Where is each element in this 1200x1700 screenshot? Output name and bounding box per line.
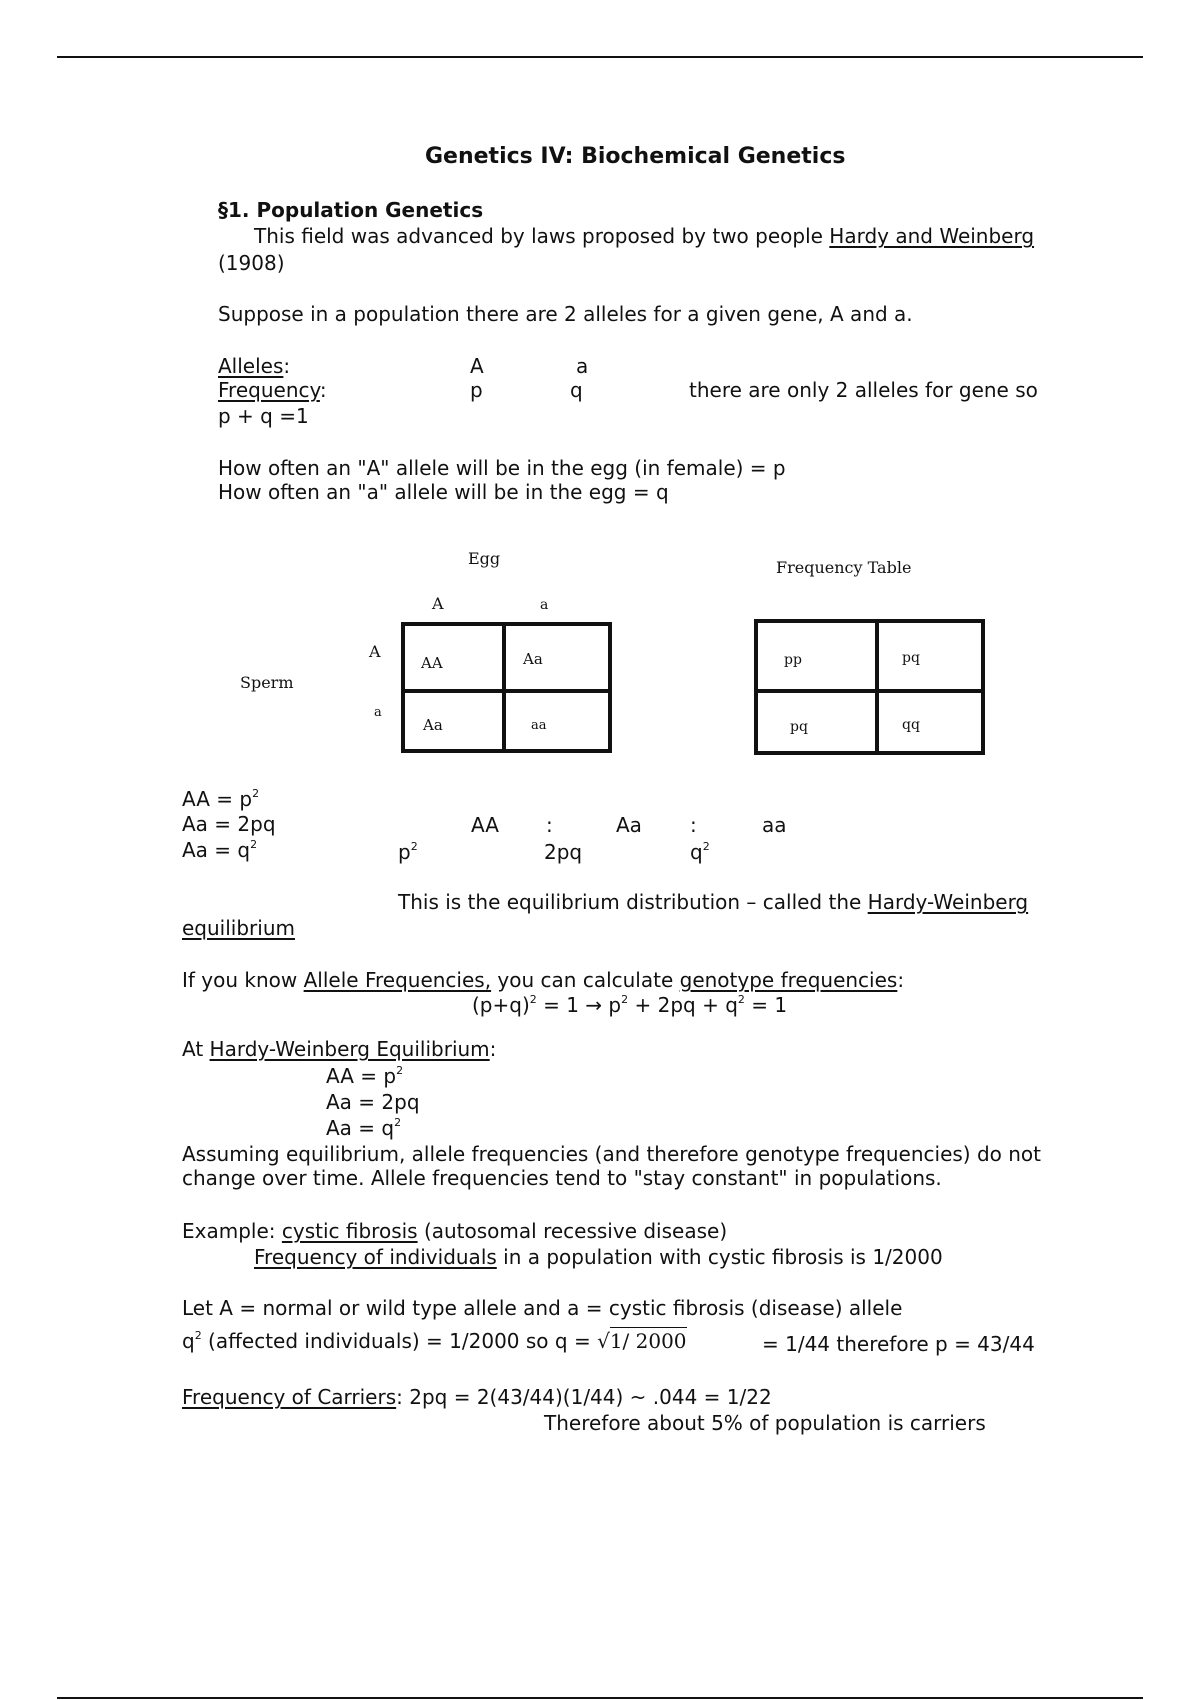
punnett-col-A: A <box>432 594 444 613</box>
allele-a: a <box>576 354 589 378</box>
hardy-weinberg-term: Hardy-Weinberg <box>867 890 1029 914</box>
freq-cell-pq-top: pq <box>902 650 920 666</box>
ratio-q2 <box>690 842 710 862</box>
freq-cell-qq: qq <box>902 717 920 733</box>
calc-mid: you can calculate <box>491 968 680 992</box>
alleles-label-text: Alleles <box>218 354 284 378</box>
calc-line <box>182 970 904 990</box>
top-rule <box>57 56 1143 58</box>
genotype-aa-text: Aa = q <box>182 838 251 862</box>
equilibrium-term <box>182 918 295 938</box>
hw-equilibrium-line <box>182 1039 496 1059</box>
ratio-colon-1: : <box>546 813 553 837</box>
frequency-of-carriers-term: Frequency of Carriers <box>182 1385 397 1409</box>
equilibrium-line <box>398 892 1028 912</box>
q-line <box>182 1331 687 1351</box>
q-line-q: q <box>182 1329 195 1353</box>
hw-AA <box>326 1066 403 1086</box>
sperm-label: Sperm <box>240 673 294 692</box>
suppose-text: Suppose in a population there are 2 alleles for a given gene, A and a. <box>218 302 913 326</box>
sqrt-value: 1/ 2000 <box>609 1329 687 1353</box>
calc-pre: If you know <box>182 968 304 992</box>
hw-aa-text: Aa = q <box>326 1116 395 1140</box>
genotype-aa-exp: 2 <box>250 838 258 851</box>
genotype-Aa: Aa = 2pq <box>182 812 276 836</box>
frequency-of-individuals-term: Frequency of individuals <box>254 1245 497 1269</box>
ratio-q2-text: q <box>690 840 703 864</box>
eq-part-a: (p+q) <box>472 993 530 1017</box>
punnett-vline <box>502 626 506 749</box>
eq-part-c: + 2pq + q <box>628 993 738 1017</box>
punnett-cell-Aa-top: Aa <box>523 650 543 668</box>
alleles-note: there are only 2 alleles for gene so <box>689 378 1038 402</box>
cystic-fibrosis-term: cystic fibrosis <box>281 1219 418 1243</box>
hw-post: : <box>489 1037 497 1061</box>
q-line-exp: 2 <box>194 1329 202 1342</box>
page-title: Genetics IV: Biochemical Genetics <box>425 144 846 169</box>
alleles-colon: : <box>283 354 291 378</box>
genotype-aa <box>182 840 257 860</box>
alleles-label <box>218 356 290 376</box>
ratio-p2-exp: 2 <box>410 840 418 853</box>
frequency-label-text: Frequency <box>218 378 320 402</box>
ratio-2pq: 2pq <box>544 840 583 864</box>
assuming-line-1: Assuming equilibrium, allele frequencies (and therefore genotype frequencies) do not <box>182 1142 1041 1166</box>
freq-q: q <box>570 378 583 402</box>
punnett-hline <box>405 689 608 693</box>
allele-frequencies-term: Allele Frequencies, <box>303 968 492 992</box>
example-line <box>182 1221 727 1241</box>
ratio-Aa: Aa <box>616 813 642 837</box>
freq-cell-pp: pp <box>784 652 802 668</box>
sqrt-sign: √ <box>597 1329 610 1353</box>
let-line: Let A = normal or wild type allele and a = cystic fibrosis (disease) allele <box>182 1296 903 1320</box>
punnett-grid <box>401 622 612 753</box>
eq-part-d: = 1 <box>744 993 788 1017</box>
punnett-col-a: a <box>540 597 549 613</box>
ratio-p2 <box>398 842 418 862</box>
egg-label: Egg <box>468 549 501 568</box>
bottom-rule <box>57 1697 1143 1699</box>
genotype-AA-text: AA = p <box>182 787 253 811</box>
q-line-result: = 1/44 therefore p = 43/44 <box>762 1332 1035 1356</box>
ratio-AA: AA <box>471 813 499 837</box>
freq-p: p <box>470 378 483 402</box>
carriers-text: : 2pq = 2(43/44)(1/44) ~ .044 = 1/22 <box>396 1385 772 1409</box>
example-line-2-text: in a population with cystic fibrosis is 1/2000 <box>496 1245 943 1269</box>
punnett-cell-aa: aa <box>531 718 547 733</box>
genotype-AA <box>182 789 259 809</box>
hardy-weinberg-link: Hardy and Weinberg <box>829 224 1035 248</box>
freq-table-title: Frequency Table <box>776 558 912 577</box>
freq-table-hline <box>758 689 981 693</box>
assuming-line-2: change over time. Allele frequencies tend to "stay constant" in populations. <box>182 1166 942 1190</box>
hw-AA-exp: 2 <box>396 1064 404 1077</box>
q-line-mid: (affected individuals) = 1/2000 so q = <box>201 1329 598 1353</box>
carriers-line-2: Therefore about 5% of population is carriers <box>544 1411 986 1435</box>
freq-table-vline <box>875 623 879 751</box>
hw-equilibrium-term: Hardy-Weinberg Equilibrium <box>209 1037 490 1061</box>
eq-exp-2: 2 <box>621 993 629 1006</box>
ratio-q2-exp: 2 <box>702 840 710 853</box>
egg-line-1: How often an "A" allele will be in the egg (in female) = p <box>218 456 786 480</box>
example-line-2 <box>254 1247 943 1267</box>
freq-table-grid <box>754 619 985 755</box>
intro-line <box>254 226 1034 246</box>
calc-equation <box>472 995 787 1015</box>
eq-part-b: = 1 → p <box>536 993 622 1017</box>
ratio-p2-text: p <box>398 840 411 864</box>
hw-Aa: Aa = 2pq <box>326 1090 420 1114</box>
hw-pre: At <box>182 1037 210 1061</box>
frequency-colon: : <box>319 378 327 402</box>
equilibrium-text: This is the equilibrium distribution – called the <box>398 890 868 914</box>
genotype-frequencies-term: genotype frequencies <box>679 968 898 992</box>
intro-year: (1908) <box>218 251 285 275</box>
intro-text: This field was advanced by laws proposed by two people <box>254 224 830 248</box>
punnett-cell-AA: AA <box>421 654 443 672</box>
ratio-colon-2: : <box>690 813 697 837</box>
eq-exp-1: 2 <box>529 993 537 1006</box>
punnett-cell-Aa-bottom: Aa <box>423 716 443 734</box>
carriers-line <box>182 1387 772 1407</box>
sum-rule: p + q =1 <box>218 404 309 428</box>
example-pre: Example: <box>182 1219 282 1243</box>
egg-line-2: How often an "a" allele will be in the egg = q <box>218 480 669 504</box>
ratio-aa: aa <box>762 813 787 837</box>
example-post: (autosomal recessive disease) <box>417 1219 728 1243</box>
punnett-row-A: A <box>369 642 381 661</box>
hw-aa-exp: 2 <box>394 1116 402 1129</box>
genotype-AA-exp: 2 <box>252 787 260 800</box>
hw-AA-text: AA = p <box>326 1064 397 1088</box>
section-heading: §1. Population Genetics <box>218 198 484 222</box>
hw-aa <box>326 1118 401 1138</box>
punnett-row-a: a <box>374 705 382 720</box>
eq-exp-3: 2 <box>737 993 745 1006</box>
calc-post: : <box>897 968 905 992</box>
equilibrium-word: equilibrium <box>182 916 295 940</box>
allele-A: A <box>470 354 484 378</box>
frequency-label <box>218 380 327 400</box>
freq-cell-pq-bottom: pq <box>790 719 808 735</box>
